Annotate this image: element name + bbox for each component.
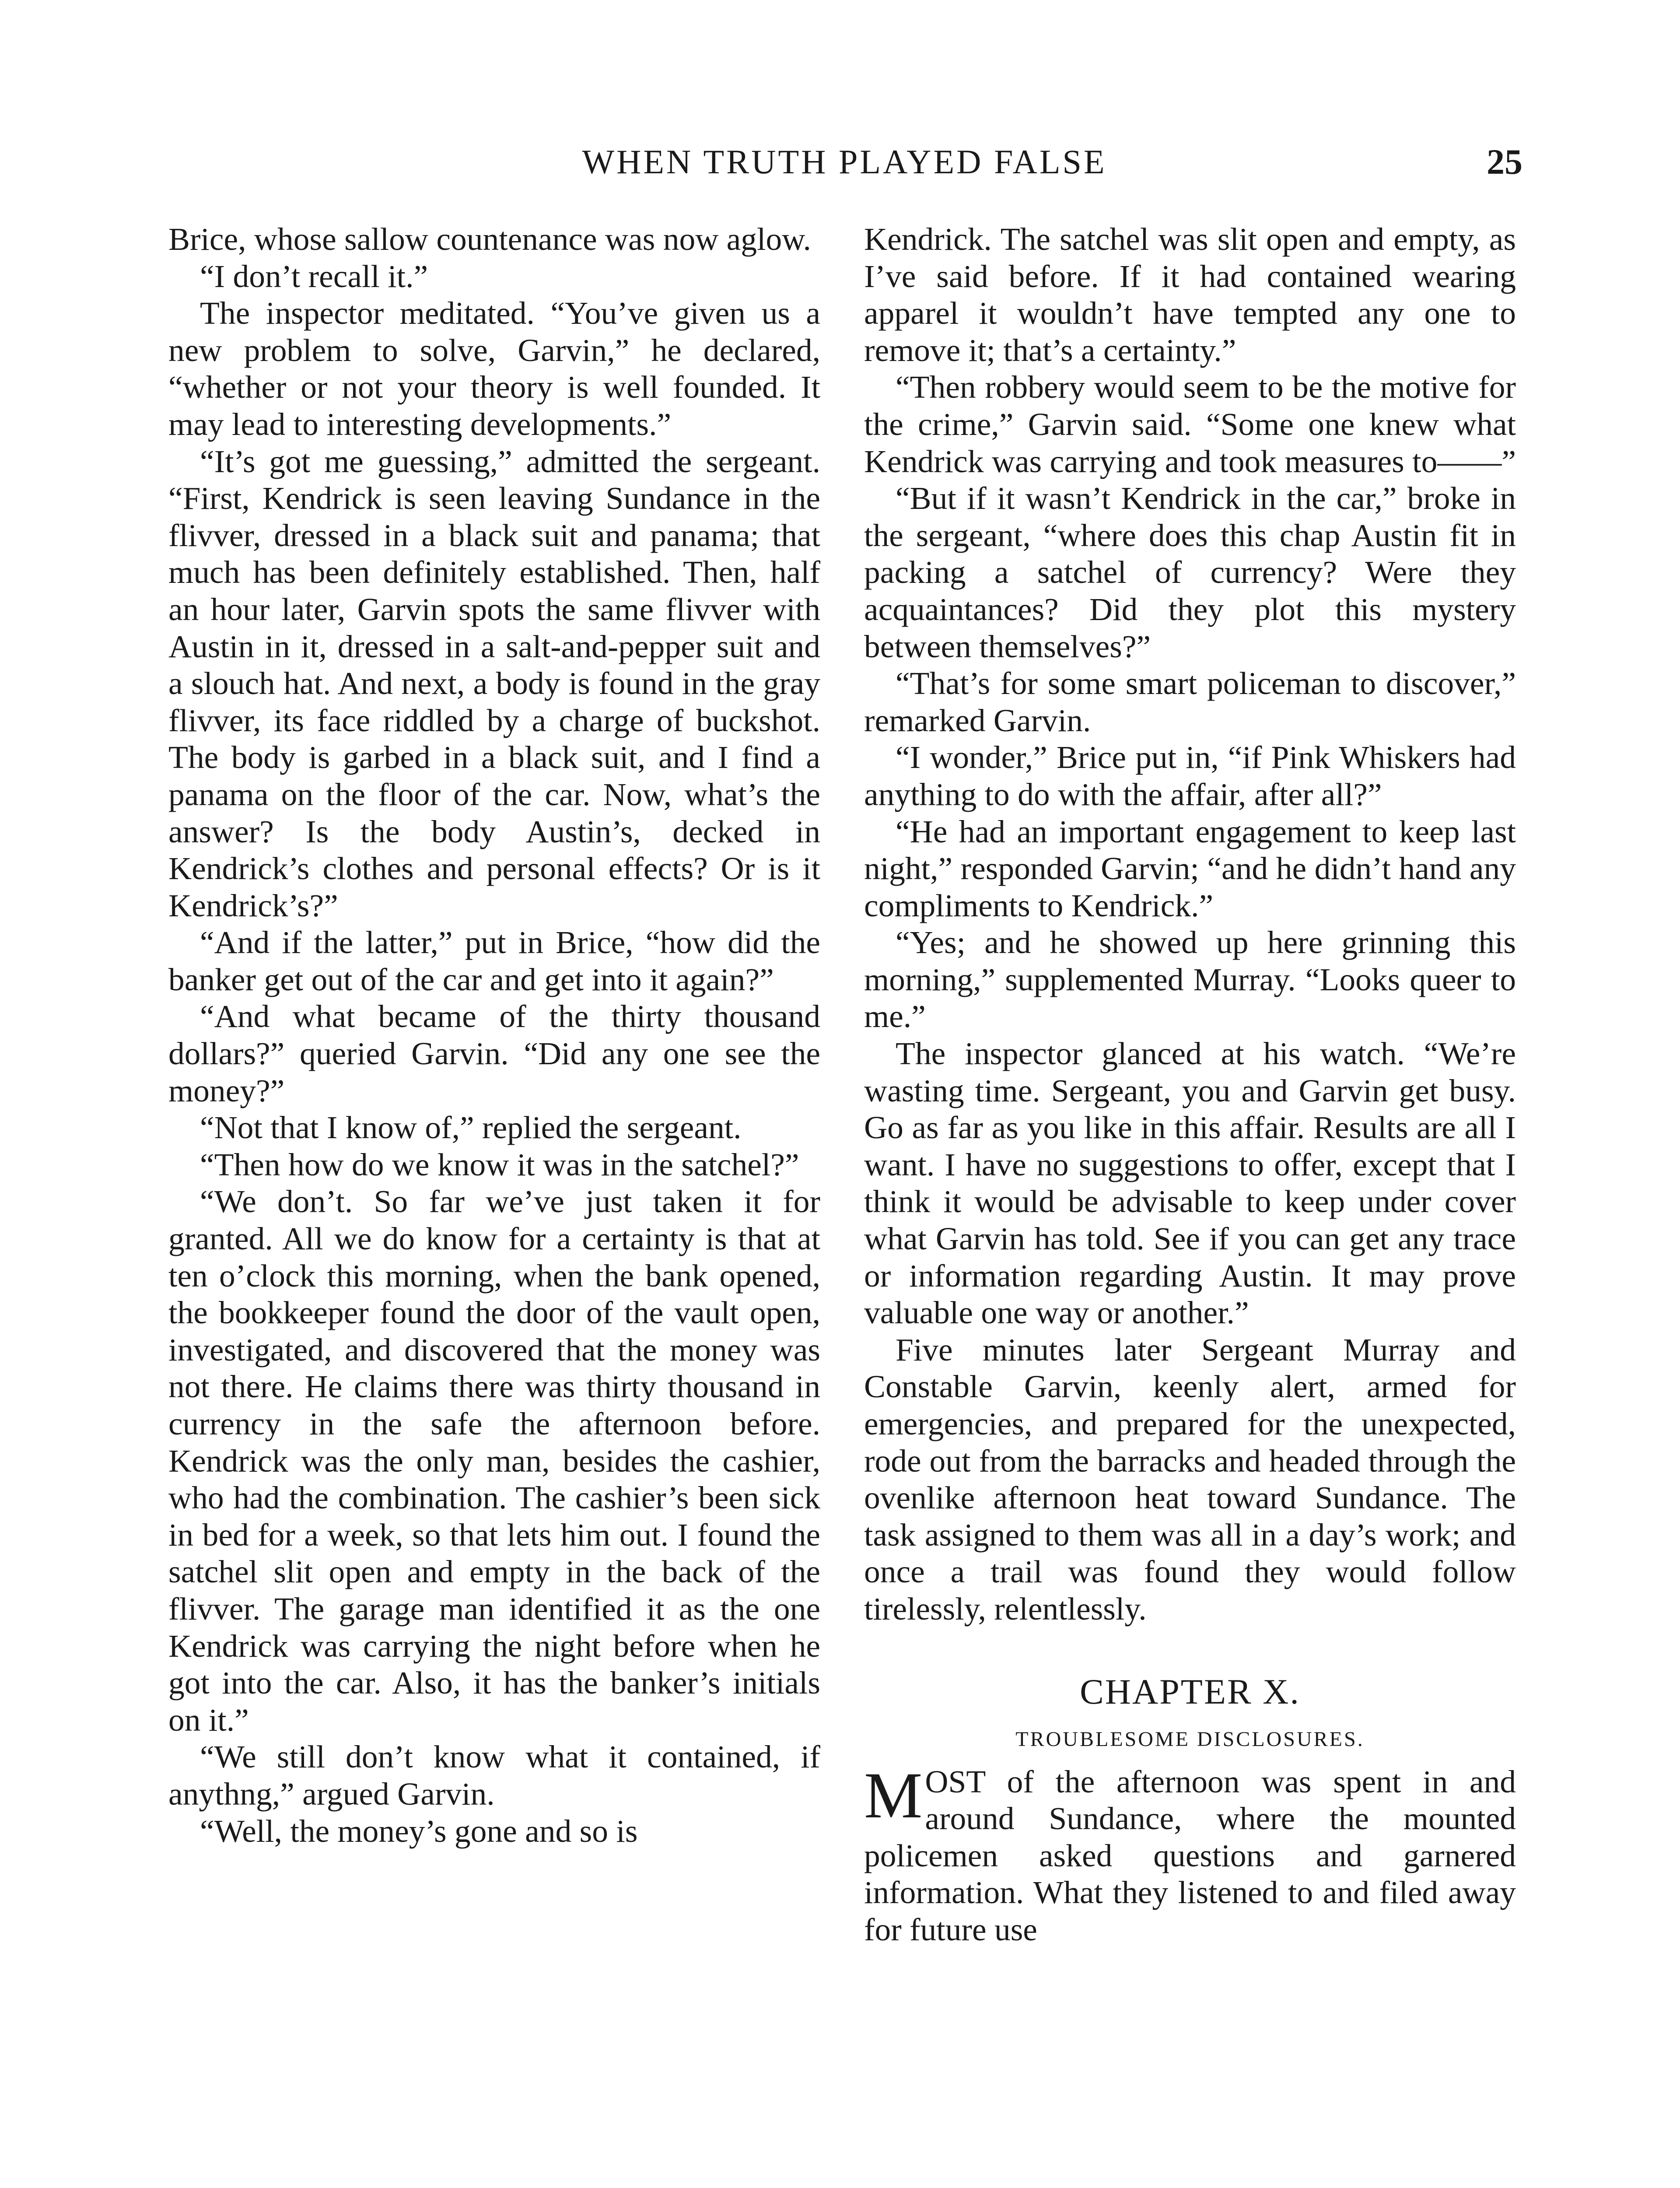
paragraph: “That’s for some smart policeman to discover,” remarked Garvin. <box>864 666 1516 738</box>
paragraph: “And if the latter,” put in Brice, “how did the banker get out of the car and get into it again?” <box>168 925 820 997</box>
paragraph: “But if it wasn’t Kendrick in the car,” broke in the sergeant, “where does this chap Austin fit in packing a satchel of currency? Were they acquaintances? Did they plot this mystery between themselves?” <box>864 480 1516 664</box>
chapter-heading: CHAPTER X. <box>1080 1671 1300 1711</box>
chapter-opening-paragraph <box>864 1759 1516 1949</box>
paragraph: “Then robbery would seem to be the motive for the crime,” Garvin said. “Some one knew what Kendrick was carrying and took measures to——” <box>864 369 1516 479</box>
paragraph: “I don’t recall it.” <box>200 258 428 294</box>
chapter-subtitle: TROUBLESOME DISCLOSURES. <box>1015 1727 1365 1751</box>
paragraph: “Yes; and he showed up here grinning this morning,” supplemented Murray. “Looks queer to me.” <box>864 925 1516 1034</box>
running-header <box>166 140 1522 193</box>
paragraph: “And what became of the thirty thousand dollars?” queried Garvin. “Did any one see the money?” <box>168 999 820 1108</box>
paragraph: The inspector glanced at his watch. “We’re wasting time. Sergeant, you and Garvin get busy. Go as far as you like in this affair. Results are all I want. I have no suggestions to offer, except that I think it would be advisable to keep under cover what Garvin has told. See if you can get any trace or information regarding Austin. It may prove valuable one way or another.” <box>864 1036 1516 1331</box>
paragraph: “I wonder,” Brice put in, “if Pink Whiskers had anything to do with the affair, after all?” <box>864 740 1516 812</box>
paragraph: Five minutes later Sergeant Murray and Constable Garvin, keenly alert, armed for emergencies, and prepared for the unexpected, rode out from the barracks and headed through the ovenlike afternoon heat toward Sundance. The task assigned to them was all in a day’s work; and once a trail was found they would follow tirelessly, relentlessly. <box>864 1332 1516 1627</box>
paragraph: “He had an important engagement to keep last night,” responded Garvin; “and he didn’t hand any compliments to Kendrick.” <box>864 813 1516 923</box>
chapter-opening-text: OST of the afternoon was spent in and around Sundance, where the mounted policemen asked questions and garnered information. What they listened to and filed away for future use <box>864 1764 1516 1947</box>
paragraph: “It’s got me guessing,” admitted the sergeant. “First, Kendrick is seen leaving Sundance in the flivver, dressed in a black suit and panama; that much has been definitely established. Then, half an hour later, Garvin spots the same flivver with Austin in it, dressed in a salt-and-pepper suit and a slouch hat. And next, a body is found in the gray flivver, its face riddled by a charge of buckshot. The body is garbed in a black suit, and I find a panama on the floor of the car. Now, what’s the answer? Is the body Austin’s, decked in Kendrick’s clothes and personal effects? Or is it Kendrick’s?” <box>168 443 820 923</box>
running-title: WHEN TRUTH PLAYED FALSE <box>582 143 1107 181</box>
paragraph: “Then how do we know it was in the satchel?” <box>200 1147 799 1182</box>
paragraph: Kendrick. The satchel was slit open and empty, as I’ve said before. If it had contained wearing apparel it wouldn’t have tempted any one to remove it; that’s a certainty.” <box>864 221 1516 368</box>
page-number: 25 <box>1487 142 1522 182</box>
paragraph: Brice, whose sallow countenance was now aglow. <box>168 221 811 257</box>
paragraph: “Not that I know of,” replied the sergeant. <box>200 1110 742 1146</box>
paragraph: “We still don’t know what it contained, if anythng,” argued Garvin. <box>168 1739 820 1812</box>
paragraph: “Well, the money’s gone and so is <box>200 1813 638 1849</box>
right-column <box>864 221 1516 1949</box>
paragraph: “We don’t. So far we’ve just taken it for granted. All we do know for a certainty is that at ten o’clock this morning, when the bank opened, the bookkeeper found the door of the vault open, investigated, and discovered that the money was not there. He claims there was thirty thousand in currency in the safe the afternoon before. Kendrick was the only man, besides the cashier, who had the combination. The cashier’s been sick in bed for a week, so that lets him out. I found the satchel slit open and empty in the back of the flivver. The garage man identified it as the one Kendrick was carrying the night before when he got into the car. Also, it has the banker’s initials on it.” <box>168 1184 820 1738</box>
paragraph: The inspector meditated. “You’ve given us a new problem to solve, Garvin,” he declared, “whether or not your theory is well founded. It may lead to interesting developments.” <box>168 295 820 442</box>
left-column <box>168 221 820 1850</box>
drop-cap: M <box>864 1759 923 1832</box>
